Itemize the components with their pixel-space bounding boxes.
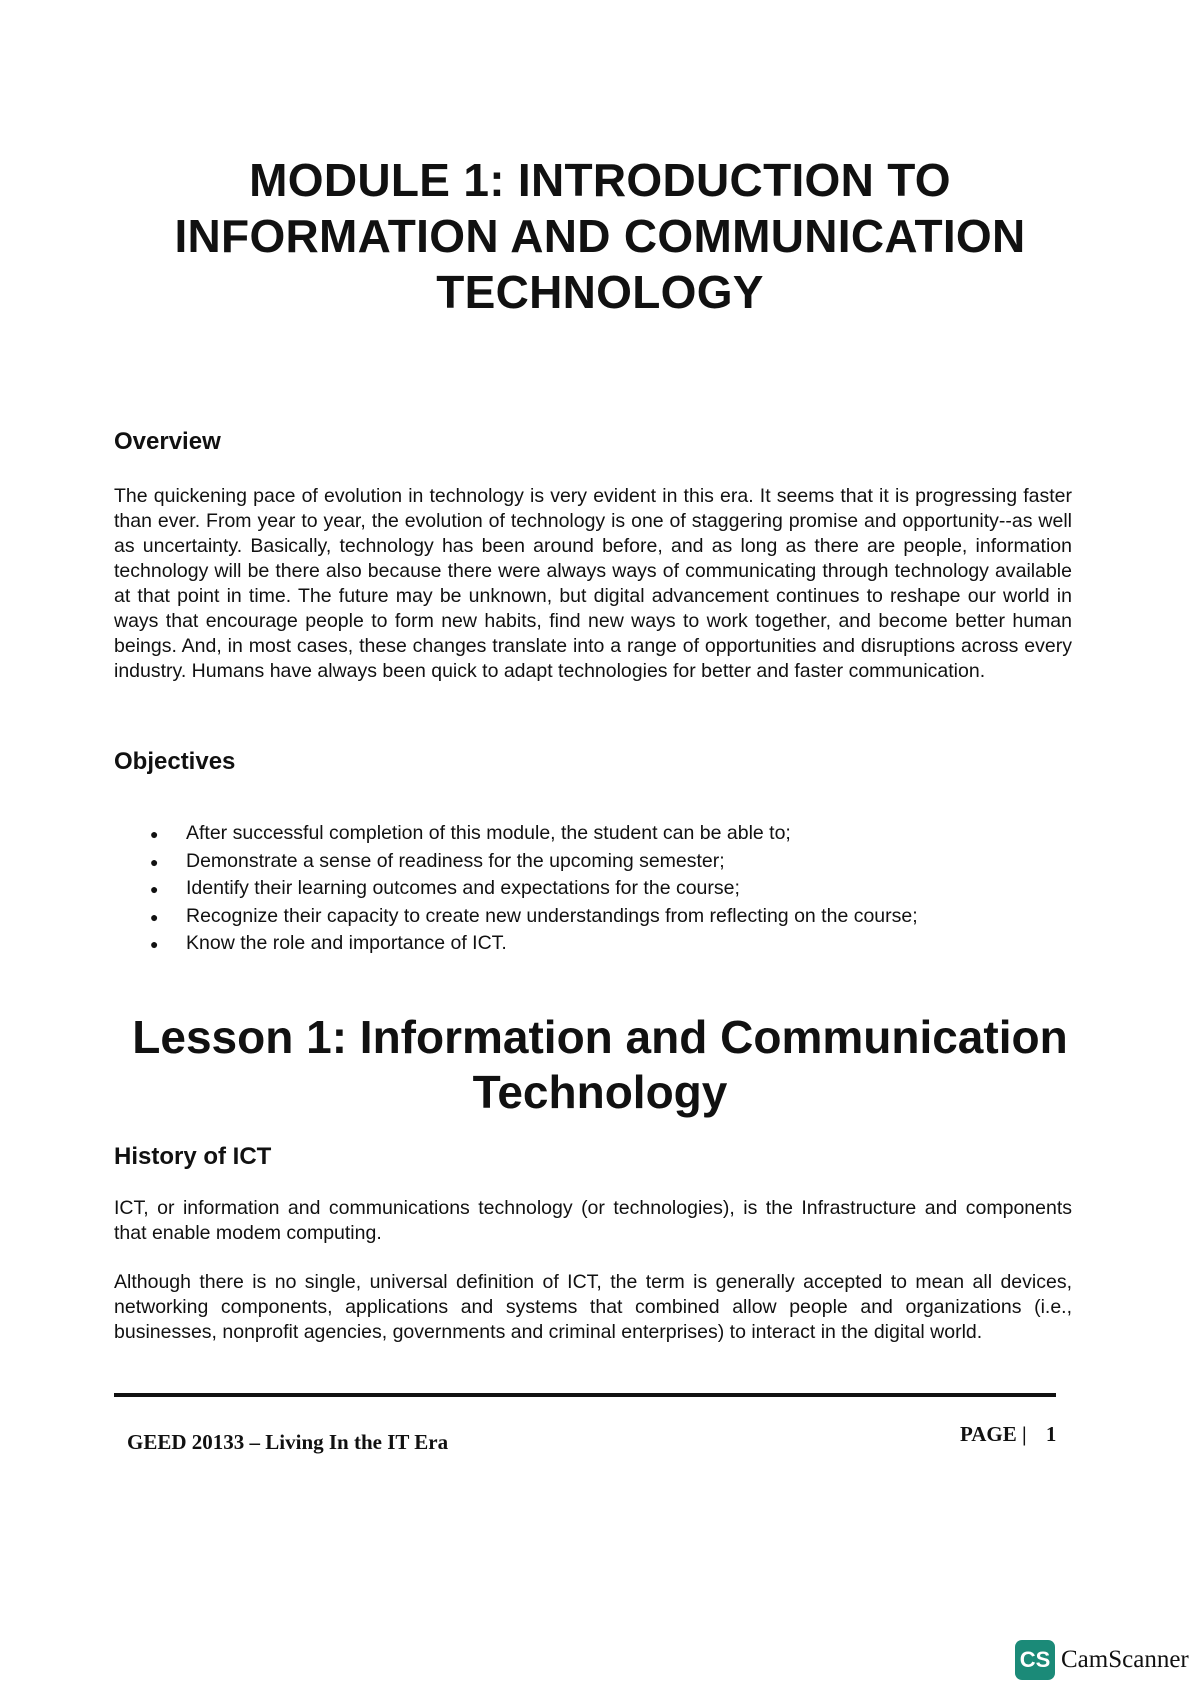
bullet-icon: ● — [150, 881, 159, 897]
list-item: ● After successful completion of this module, the student can be able to; — [150, 820, 918, 848]
lesson-title: Lesson 1: Information and Communication Technology — [132, 1011, 1068, 1118]
history-paragraph-2: Although there is no single, universal definition of ICT, the term is generally accepted to mean all devices, networking components, applications and systems that combined allow people and organizations (i.e., businesses, nonprofit agencies, governments and criminal enterprises) to interact in the digital world. — [114, 1271, 1072, 1343]
history-paragraph-1: ICT, or information and communications technology (or technologies), is the Infrastructure and components that enable modem computing. — [114, 1197, 1072, 1244]
page-label: PAGE | — [960, 1422, 1027, 1446]
module-title: MODULE 1: INTRODUCTION TO INFORMATION AND COMMUNICATION TECHNOLOGY — [174, 154, 1026, 318]
footer-divider — [114, 1393, 1056, 1397]
objectives-heading: Objectives — [114, 748, 236, 775]
bullet-icon: ● — [150, 936, 159, 952]
camscanner-watermark — [1015, 1640, 1189, 1680]
bullet-icon: ● — [150, 908, 159, 925]
list-item: ● Recognize their capacity to create new understandings from reflecting on the course; — [150, 903, 918, 931]
camscanner-label: CamScanner — [1061, 1646, 1189, 1673]
history-heading: History of ICT — [114, 1143, 272, 1170]
camscanner-logo-icon: CS — [1015, 1640, 1055, 1680]
list-item: ● Demonstrate a sense of readiness for the upcoming semester; — [150, 848, 918, 876]
overview-paragraph: The quickening pace of evolution in technology is very evident in this era. It seems that it is progressing faster than ever. From year to year, the evolution of technology is one of staggering promise and opportunity--as well as uncertainty. Basically, technology has been around before, and as long as there are people, information technology will be there also because there were always ways of communicating through technology available at that point in time. The future may be unknown, but digital advancement continues to reshape our world in ways that encourage people to form new habits, find new ways to work together, and become better human beings. And, in most cases, these changes translate into a range of opportunities and disruptions across every industry. Humans have always been quick to adapt technologies for better and faster communication. — [114, 485, 1072, 682]
list-item: ● Identify their learning outcomes and expectations for the course; — [150, 875, 918, 903]
objectives-list — [150, 820, 918, 958]
bullet-icon: ● — [150, 853, 159, 870]
list-item: ● Know the role and importance of ICT. — [150, 930, 918, 958]
overview-heading: Overview — [114, 428, 221, 455]
bullet-icon: ● — [150, 826, 159, 842]
footer-page-number — [960, 1422, 1056, 1447]
page-number: 1 — [1045, 1422, 1057, 1446]
footer-course-title: GEED 20133 – Living In the IT Era — [127, 1430, 449, 1454]
